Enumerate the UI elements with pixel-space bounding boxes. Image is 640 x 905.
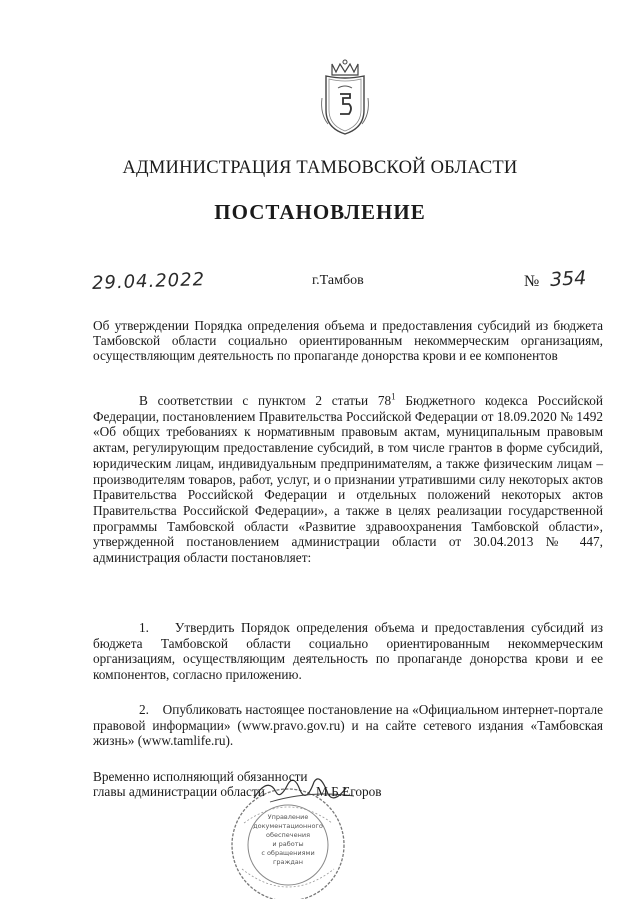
article-superscript: 1 (391, 391, 396, 402)
document-number: 354 (549, 267, 587, 291)
stamp-line-6: граждан (272, 858, 304, 866)
body-paragraph-item-2: 2. Опубликовать настоящее постановление на «Официальном интернет-портале правовой информации» (www.pravo.gov.ru) и на сайте сетевого издания «Тамбовская жизнь» (www.tamlife.ru). (93, 702, 603, 749)
body-paragraph-item-1: 1. Утвердить Порядок определения объема и предоставления субсидий из бюджета Тамбовской области социально ориентированным некоммерческим организациям, осуществляющим деятельность по пропаганде донорства крови и ее компонентов, согласно приложению. (93, 620, 603, 683)
document-subject: Об утверждении Порядка определения объема и предоставления субсидий из бюджета Тамбовской области социально ориентированным некоммерческим организациям, осуществляющим деятельность по пропаганде донорства крови и ее компонентов (93, 318, 603, 364)
document-type-title: ПОСТАНОВЛЕНИЕ (214, 200, 426, 224)
body-paragraph-preamble (93, 393, 603, 566)
document-date: 29.04.2022 (91, 269, 206, 294)
coat-of-arms-emblem (318, 58, 372, 136)
preamble-text-end: Бюджетного кодекса Российской Федерации, постановлением Правительства Российской Федерации от 18.09.2020 № 1492 «Об общих требованиях к нормативным правовым актам, муниципальным правовым актам, регулирующим предоставление субсидий, в том числе грантов в форме субсидий, юридическим лицам, индивидуальным предпринимателям, а также физическим лицам – производителям товаров, работ, услуг, и о признании утратившими силу некоторых актов Правительства Российской Федерации и отдельных положений некоторых актов Правительства Российской Федерации», а также в целях реализации государственной программы Тамбовской области «Развитие здравоохранения Тамбовской области», утвержденной постановлением администрации области от 30.04.2013 № 447, администрация области постановляет: (93, 393, 604, 566)
document-city: г.Тамбов (312, 273, 364, 288)
number-sign: № (524, 273, 540, 290)
signatory-name: М.Б.Егоров (316, 784, 382, 799)
signatory-position-line-2: главы администрации области (93, 784, 265, 799)
stamp-line-2: документационного (253, 822, 323, 830)
stamp-line-3: обеспечения (265, 831, 311, 839)
preamble-text-start: В соответствии с пунктом 2 статьи 78 (139, 393, 392, 408)
signatory-position-line-1: Временно исполняющий обязанности (93, 769, 308, 784)
agency-name: АДМИНИСТРАЦИЯ ТАМБОВСКОЙ ОБЛАСТИ (122, 158, 518, 178)
stamp-line-1: Управление (267, 813, 309, 821)
stamp-line-5: с обращениями (261, 849, 315, 857)
stamp-line-4: и работы (272, 840, 304, 848)
